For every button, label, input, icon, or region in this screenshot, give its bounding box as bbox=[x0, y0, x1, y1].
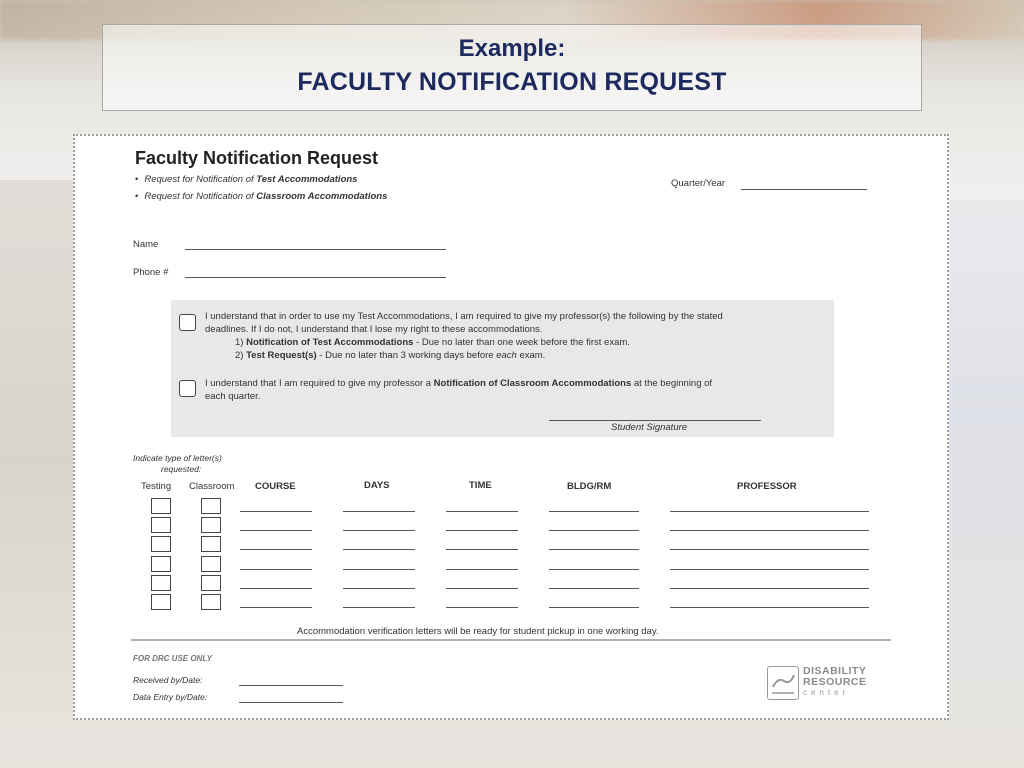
days-field[interactable] bbox=[343, 549, 415, 550]
data-entry-field[interactable] bbox=[239, 702, 343, 703]
professor-field[interactable] bbox=[670, 530, 869, 531]
quarter-year-field[interactable] bbox=[741, 189, 867, 190]
drc-logo-icon bbox=[767, 666, 799, 700]
received-field[interactable] bbox=[239, 685, 343, 686]
item1-bold: Notification of Test Accommodations bbox=[246, 337, 414, 348]
logo-line1: DISABILITY bbox=[803, 665, 867, 677]
form-title: Faculty Notification Request bbox=[135, 148, 379, 168]
col-course: COURSE bbox=[255, 481, 296, 492]
time-field[interactable] bbox=[446, 569, 518, 570]
item1-num: 1) bbox=[235, 337, 244, 348]
item2-italic: each bbox=[496, 350, 517, 361]
indicate-line1: Indicate type of letter(s) bbox=[133, 453, 222, 463]
name-field[interactable] bbox=[185, 249, 446, 250]
background-right bbox=[944, 200, 1024, 740]
professor-field[interactable] bbox=[670, 588, 869, 589]
col-days: DAYS bbox=[364, 480, 390, 491]
logo-line3: center bbox=[803, 688, 850, 697]
phone-field[interactable] bbox=[185, 277, 446, 278]
testing-checkbox[interactable] bbox=[151, 517, 171, 533]
agreement-classroom-line1 bbox=[205, 377, 825, 390]
item1-rest: - Due no later than one week before the first exam. bbox=[413, 337, 630, 348]
drc-logo-text bbox=[803, 666, 867, 697]
agreement-classroom-a: I understand that I am required to give my professor a bbox=[205, 378, 434, 389]
agreement-classroom-text bbox=[205, 377, 825, 403]
signature-field[interactable] bbox=[549, 420, 761, 421]
name-label: Name bbox=[133, 239, 159, 250]
days-field[interactable] bbox=[343, 511, 415, 512]
item2-rest-b: exam. bbox=[516, 350, 546, 361]
bullet-classroom-prefix: Request for Notification of bbox=[144, 191, 257, 202]
course-field[interactable] bbox=[240, 607, 312, 608]
time-field[interactable] bbox=[446, 549, 518, 550]
agreement-classroom-bold: Notification of Classroom Accommodations bbox=[433, 378, 632, 389]
agreement-classroom-checkbox[interactable] bbox=[179, 380, 196, 397]
bldg-field[interactable] bbox=[549, 549, 639, 550]
testing-checkbox[interactable] bbox=[151, 536, 171, 552]
bldg-field[interactable] bbox=[549, 588, 639, 589]
professor-field[interactable] bbox=[670, 569, 869, 570]
bullet-classroom-bold: Classroom Accommodations bbox=[256, 191, 388, 202]
time-field[interactable] bbox=[446, 607, 518, 608]
course-field[interactable] bbox=[240, 530, 312, 531]
classroom-checkbox[interactable] bbox=[201, 536, 221, 552]
received-label: Received by/Date: bbox=[133, 675, 203, 685]
bullet-test-prefix: Request for Notification of bbox=[144, 174, 257, 185]
col-professor: PROFESSOR bbox=[737, 481, 797, 492]
agreement-test-line2: deadlines. If I do not, I understand that I lose my right to these accommodations. bbox=[205, 324, 543, 335]
logo-line2: RESOURCE bbox=[803, 676, 867, 688]
time-field[interactable] bbox=[446, 588, 518, 589]
agreement-test-item1 bbox=[205, 336, 825, 349]
days-field[interactable] bbox=[343, 530, 415, 531]
slide-title-line2: FACULTY NOTIFICATION REQUEST bbox=[297, 68, 727, 96]
drc-use-only: FOR DRC USE ONLY bbox=[133, 654, 212, 663]
professor-field[interactable] bbox=[670, 511, 869, 512]
signature-label: Student Signature bbox=[611, 422, 688, 433]
verification-note: Accommodation verification letters will be ready for student pickup in one working day. bbox=[297, 626, 659, 637]
item2-rest-a: - Due no later than 3 working days before bbox=[316, 350, 497, 361]
professor-field[interactable] bbox=[670, 549, 869, 550]
course-field[interactable] bbox=[240, 511, 312, 512]
agreement-test-text bbox=[205, 310, 825, 362]
form-image bbox=[73, 134, 949, 720]
item2-num: 2) bbox=[235, 350, 244, 361]
col-time: TIME bbox=[469, 480, 492, 491]
item2-bold: Test Request(s) bbox=[246, 350, 317, 361]
slide-title-box bbox=[102, 24, 922, 111]
testing-checkbox[interactable] bbox=[151, 556, 171, 572]
testing-checkbox[interactable] bbox=[151, 594, 171, 610]
quarter-year-label: Quarter/Year bbox=[671, 178, 726, 189]
time-field[interactable] bbox=[446, 511, 518, 512]
agreement-classroom-line2: each quarter. bbox=[205, 391, 261, 402]
agreement-test-checkbox[interactable] bbox=[179, 314, 196, 331]
days-field[interactable] bbox=[343, 607, 415, 608]
classroom-checkbox[interactable] bbox=[201, 594, 221, 610]
bldg-field[interactable] bbox=[549, 530, 639, 531]
bldg-field[interactable] bbox=[549, 511, 639, 512]
professor-field[interactable] bbox=[670, 607, 869, 608]
agreement-classroom-b: at the beginning of bbox=[631, 378, 713, 389]
agreement-box bbox=[171, 300, 834, 437]
course-field[interactable] bbox=[240, 588, 312, 589]
classroom-checkbox[interactable] bbox=[201, 517, 221, 533]
col-testing: Testing bbox=[141, 481, 172, 492]
classroom-checkbox[interactable] bbox=[201, 498, 221, 514]
slide-title-line1: Example: bbox=[458, 35, 566, 62]
col-classroom: Classroom bbox=[189, 481, 235, 492]
agreement-test-line1: I understand that in order to use my Test Accommodations, I am required to give my professor(s) the following by the stated bbox=[205, 311, 723, 322]
days-field[interactable] bbox=[343, 569, 415, 570]
days-field[interactable] bbox=[343, 588, 415, 589]
col-bldg: BLDG/RM bbox=[567, 481, 612, 492]
classroom-checkbox[interactable] bbox=[201, 575, 221, 591]
course-field[interactable] bbox=[240, 569, 312, 570]
testing-checkbox[interactable] bbox=[151, 575, 171, 591]
indicate-line2: requested: bbox=[161, 464, 202, 474]
testing-checkbox[interactable] bbox=[151, 498, 171, 514]
time-field[interactable] bbox=[446, 530, 518, 531]
background-left bbox=[0, 180, 80, 740]
data-entry-label: Data Entry by/Date: bbox=[133, 692, 208, 702]
bldg-field[interactable] bbox=[549, 607, 639, 608]
separator-line bbox=[131, 639, 891, 641]
phone-label: Phone # bbox=[133, 267, 169, 278]
bullet-classroom: • Request for Notification of Classroom Accommodations bbox=[135, 191, 388, 202]
bldg-field[interactable] bbox=[549, 569, 639, 570]
bullet-test-bold: Test Accommodations bbox=[256, 174, 358, 185]
classroom-checkbox[interactable] bbox=[201, 556, 221, 572]
bullet-test: • Request for Notification of Test Accommodations bbox=[135, 174, 358, 185]
course-field[interactable] bbox=[240, 549, 312, 550]
agreement-test-item2 bbox=[205, 349, 825, 362]
